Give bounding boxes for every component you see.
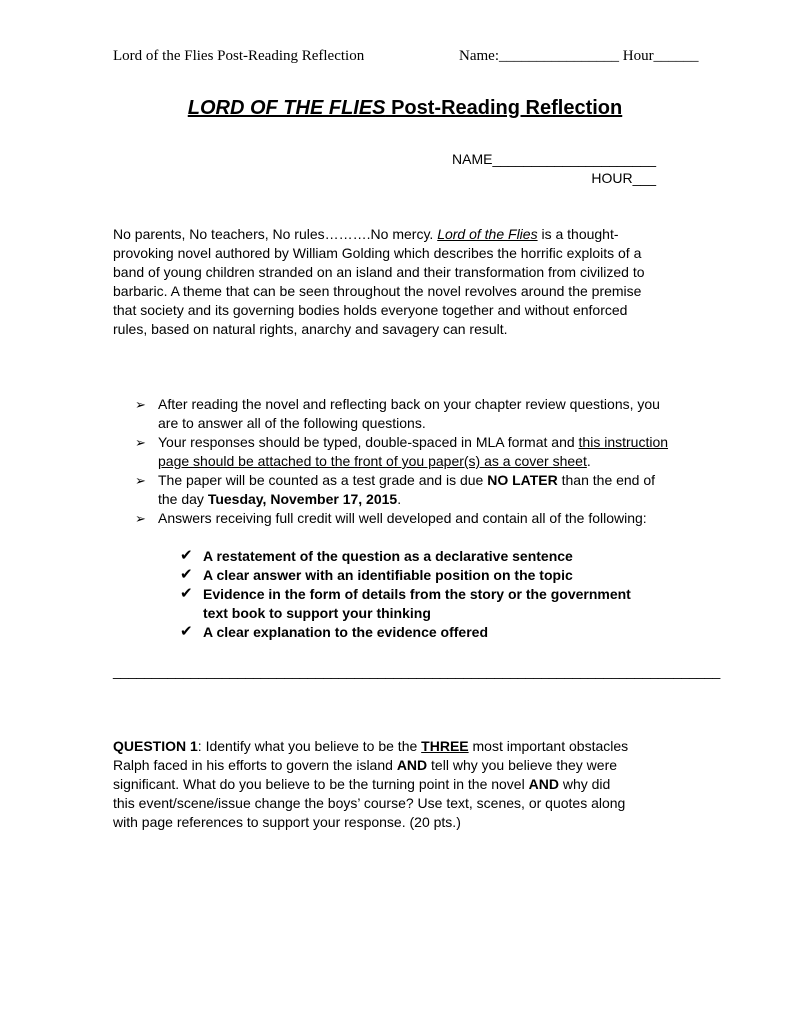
question-label: QUESTION 1 xyxy=(113,738,198,754)
arrow-bullet-icon: ➢ xyxy=(135,473,146,488)
checkmark-icon: ✔ xyxy=(180,566,193,583)
list-item: ✔ A clear explanation to the evidence offered xyxy=(180,623,489,640)
checkmark-icon: ✔ xyxy=(180,585,193,602)
header-name-hour: Name:________________ Hour______ xyxy=(459,48,699,64)
list-item: ➢ Answers receiving full credit will well developed and contain all of the following: xyxy=(135,510,647,526)
list-item: ✔ A restatement of the question as a declarative sentence xyxy=(180,547,573,564)
requirements-checklist xyxy=(180,547,650,642)
list-item: ➢ The paper will be counted as a test grade and is due NO LATER than the end of the day Tuesday, November 17, 2015. xyxy=(135,472,656,507)
title-book: LORD OF THE FLIES xyxy=(187,97,386,119)
arrow-bullet-icon: ➢ xyxy=(135,511,146,526)
intro-book-title: Lord of the Flies xyxy=(437,226,538,242)
arrow-bullet-icon: ➢ xyxy=(135,435,146,450)
page-title xyxy=(0,94,810,122)
checkmark-icon: ✔ xyxy=(180,547,193,564)
list-item: ➢ After reading the novel and reflecting back on your chapter review questions, you are to answer all of the following questions. xyxy=(135,396,660,431)
list-item: ➢ Your responses should be typed, double-spaced in MLA format and this instruction page should be attached to the front of you paper(s) as a cover sheet. xyxy=(135,434,669,469)
list-item: ✔ A clear answer with an identifiable position on the topic xyxy=(180,566,573,583)
name-line: NAME_____________________ xyxy=(452,151,656,167)
instruction-list xyxy=(135,395,675,528)
list-item: ✔ Evidence in the form of details from the story or the government text book to support your thinking xyxy=(180,585,631,621)
section-divider: ______________________________________________________________________________ xyxy=(113,663,721,679)
arrow-bullet-icon: ➢ xyxy=(135,397,146,412)
intro-paragraph: No parents, No teachers, No rules……….No mercy. Lord of the Flies is a thought-provoking novel authored by William Golding which describes the horrific exploits of a band of young children stranded on an island and their transformation from civilized to barbaric. A theme that can be seen throughout the novel revolves around the premise that society and its governing bodies holds everyone together and without enforced rules, based on natural rights, anarchy and savagery can result. xyxy=(113,226,645,337)
header-title: Lord of the Flies Post-Reading Reflection xyxy=(113,48,365,64)
checkmark-icon: ✔ xyxy=(180,623,193,640)
question-1: QUESTION 1: Identify what you believe to be the THREE most important obstacles Ralph faced in his efforts to govern the island AND tell why you believe they were significant. What do you believe to be the turning point in the novel AND why did this event/scene/issue change the boys’ course? Use text, scenes, or quotes along with page references to support your response. (20 pts.) xyxy=(113,738,629,830)
title-rest: Post-Reading Reflection xyxy=(385,97,623,119)
hour-line: HOUR___ xyxy=(591,170,656,186)
